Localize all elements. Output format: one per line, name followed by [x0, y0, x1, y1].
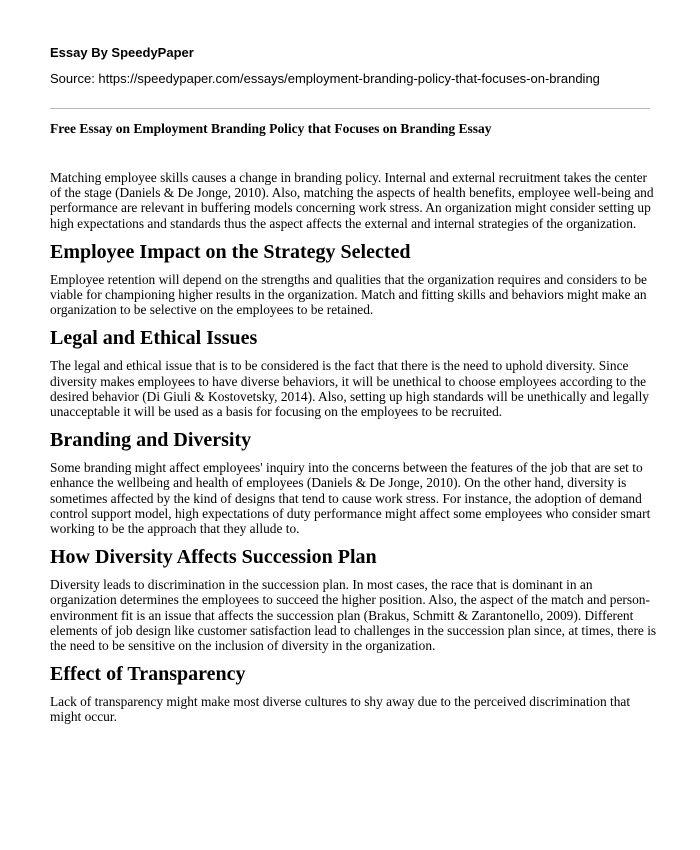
section-paragraph-succession-plan: Diversity leads to discrimination in the succession plan. In most cases, the race that is dominant in an organization determines the employees to succeed the higher position. Also, the aspect of the match and person-environment fit is an issue that affects the succession plan (Brakus, Schmitt & Zarantonello, 2009). Different elements of job design like customer satisfaction lead to challenges in the succession plan since, at times, there is the need to be sensitive on the inclusion of diversity in the organization.: [50, 577, 657, 654]
essay-author-label: Essay By SpeedyPaper: [50, 45, 194, 60]
intro-paragraph: Matching employee skills causes a change in branding policy. Internal and external recruitment takes the center of the stage (Daniels & De Jonge, 2010). Also, matching the aspects of health benefits, employee well-being and performance are relevant in buffering models concerning work stress. An organization might consider setting up high expectations and standards thus the aspect affects the external and internal strategies of the organization.: [50, 170, 654, 231]
section-heading-succession-plan: How Diversity Affects Succession Plan: [50, 546, 377, 569]
section-heading-transparency: Effect of Transparency: [50, 663, 246, 686]
section-paragraph-branding-diversity: Some branding might affect employees' inquiry into the concerns between the features of the job that are set to enhance the wellbeing and health of employees (Daniels & De Jonge, 2010). On the other hand, diversity is sometimes affected by the kind of designs that tend to cause work stress. For instance, the adoption of demand control support model, high expectations of duty performance might affect some employees who consider smart working to be the approach that they allude to.: [50, 460, 651, 537]
essay-body: [50, 170, 660, 725]
header-divider: [50, 108, 650, 109]
section-heading-employee-impact: Employee Impact on the Strategy Selected: [50, 240, 411, 263]
essay-title: Free Essay on Employment Branding Policy that Focuses on Branding Essay: [50, 121, 492, 136]
section-paragraph-transparency: Lack of transparency might make most diverse cultures to shy away due to the perceived discrimination that might occur.: [50, 694, 631, 725]
section-paragraph-legal-ethical: The legal and ethical issue that is to be considered is the fact that there is the need to uphold diversity. Since diversity makes employees to have diverse behaviors, it will be unethical to choose employees according to the desired behavior (Di Giuli & Kostovetsky, 2014). Also, setting up high standards will be unethically and legally unacceptable it will be used as a basis for focusing on the employees to be recruited.: [50, 358, 650, 420]
source-url: Source: https://speedypaper.com/essays/employment-branding-policy-that-focuses-on-branding: [50, 71, 600, 86]
section-paragraph-employee-impact: Employee retention will depend on the strengths and qualities that the organization requires and considers to be viable for championing higher results in the organization. Match and fitting skills and behaviors might make an organization to be selective on the employees to be retained.: [50, 271, 647, 318]
section-heading-legal-ethical: Legal and Ethical Issues: [50, 327, 258, 350]
section-heading-branding-diversity: Branding and Diversity: [50, 429, 252, 452]
